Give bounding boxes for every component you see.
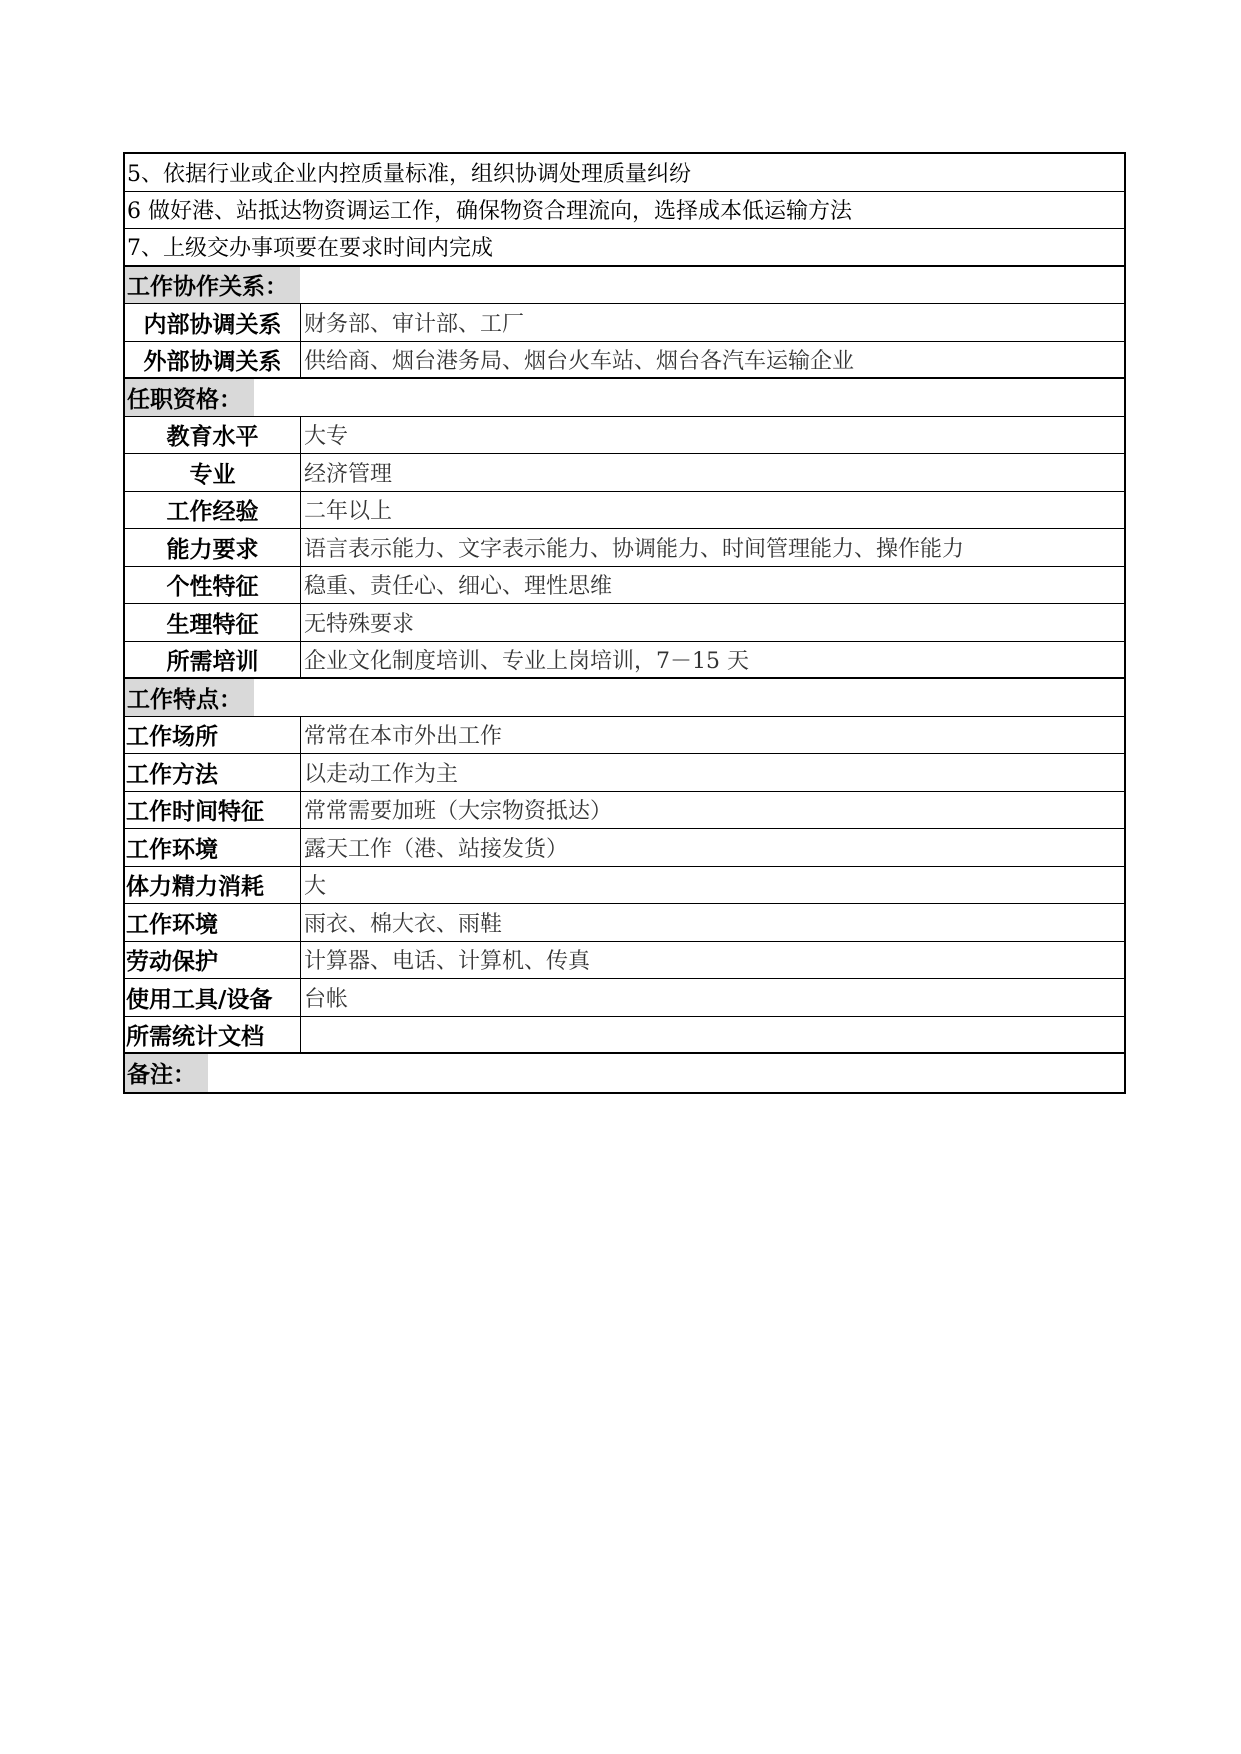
job-description-table [123, 152, 1126, 1094]
row-value: 大专 [304, 424, 349, 450]
row-label: 生理特征 [125, 604, 301, 641]
table-row [125, 529, 1124, 567]
table-row [125, 454, 1124, 492]
duty-text: 7、上级交办事项要在要求时间内完成 [127, 236, 493, 262]
row-value: 财务部、审计部、工厂 [304, 311, 525, 337]
table-row [125, 304, 1124, 342]
duty-row [125, 154, 1124, 192]
row-value: 计算器、电话、计算机、传真 [304, 949, 591, 975]
row-value: 常常在本市外出工作 [304, 724, 503, 750]
section-title: 工作特点： [125, 679, 254, 716]
row-label: 外部协调关系 [125, 342, 301, 378]
row-value: 雨衣、棉大衣、雨鞋 [304, 911, 503, 937]
section-header-qualifications [125, 379, 1124, 417]
table-row [125, 642, 1124, 680]
duty-text: 5、依据行业或企业内控质量标准，组织协调处理质量纠纷 [127, 161, 691, 187]
row-value: 台帐 [304, 986, 349, 1012]
table-row [125, 942, 1124, 980]
table-row [125, 717, 1124, 755]
table-row [125, 754, 1124, 792]
row-label: 个性特征 [125, 567, 301, 604]
duty-row [125, 229, 1124, 267]
row-label: 教育水平 [125, 417, 301, 454]
row-label: 内部协调关系 [125, 304, 301, 341]
section-title: 任职资格： [125, 379, 254, 416]
section-header-relations [125, 267, 1124, 305]
table-row [125, 604, 1124, 642]
row-label: 专业 [125, 454, 301, 491]
row-value: 经济管理 [304, 461, 393, 487]
section-title: 备注： [125, 1054, 208, 1092]
row-label: 工作环境 [125, 829, 301, 866]
row-label: 能力要求 [125, 529, 301, 566]
row-value: 语言表示能力、文字表示能力、协调能力、时间管理能力、操作能力 [304, 536, 965, 562]
row-value: 常常需要加班（大宗物资抵达） [304, 799, 613, 825]
table-row [125, 417, 1124, 455]
row-label: 工作经验 [125, 492, 301, 529]
section-header-features [125, 679, 1124, 717]
row-value [301, 1017, 1124, 1053]
table-row [125, 829, 1124, 867]
row-label: 工作环境 [125, 904, 301, 941]
table-row [125, 867, 1124, 905]
row-value: 露天工作（港、站接发货） [304, 836, 569, 862]
row-value: 供给商、烟台港务局、烟台火车站、烟台各汽车运输企业 [304, 348, 855, 374]
row-value: 二年以上 [304, 499, 393, 525]
row-value: 企业文化制度培训、专业上岗培训，7－15 天 [304, 648, 749, 674]
row-label: 工作方法 [125, 754, 301, 791]
table-row [125, 567, 1124, 605]
row-label: 工作场所 [125, 717, 301, 754]
row-label: 所需培训 [125, 642, 301, 678]
row-value: 稳重、责任心、细心、理性思维 [304, 574, 613, 600]
duty-row [125, 192, 1124, 230]
row-label: 所需统计文档 [125, 1017, 301, 1053]
table-row [125, 904, 1124, 942]
table-row [125, 1017, 1124, 1055]
section-header-notes [125, 1054, 1124, 1092]
section-title: 工作协作关系： [125, 267, 300, 304]
row-value: 以走动工作为主 [304, 761, 459, 787]
row-value: 大 [304, 874, 327, 900]
row-label: 劳动保护 [125, 942, 301, 979]
row-label: 体力精力消耗 [125, 867, 301, 904]
row-label: 工作时间特征 [125, 792, 301, 829]
row-label: 使用工具/设备 [125, 979, 301, 1016]
table-row [125, 979, 1124, 1017]
table-row [125, 792, 1124, 830]
table-row [125, 492, 1124, 530]
table-row [125, 342, 1124, 380]
row-value: 无特殊要求 [304, 611, 415, 637]
duty-text: 6 做好港、站抵达物资调运工作，确保物资合理流向，选择成本低运输方法 [127, 199, 852, 225]
